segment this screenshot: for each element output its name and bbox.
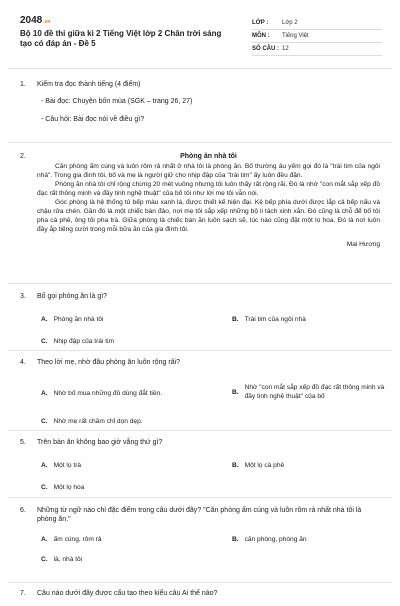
answer-option-a[interactable] <box>41 536 102 545</box>
answer-option-b[interactable] <box>232 384 394 402</box>
divider <box>8 430 392 431</box>
question-number: 7. <box>20 590 26 597</box>
option-letter: B. <box>232 389 239 397</box>
passage-paragraph: Phòng ăn nhà tôi chỉ rộng chừng 20 mét vuông nhưng tôi luôn thấy rất rộng rãi. Đó là nhờ "con mắt sắp xếp đồ đạc rất thông minh và đầy tinh nghệ thuật" của bố tôi như lời mẹ tôi vẫn nói. <box>37 181 380 198</box>
question-6 <box>20 506 380 578</box>
question-number: 3. <box>20 293 26 300</box>
option-text: Nhờ mẹ rất chăm chỉ dọn dẹp. <box>53 418 143 426</box>
site-logo[interactable] <box>20 14 50 28</box>
option-letter: A. <box>41 535 48 543</box>
question-text: Những từ ngữ nào chỉ đặc điểm trong câu dưới đây? "Căn phòng ấm cúng và luôn rôm rả nhất nhà tôi là phòng ăn." <box>37 507 362 524</box>
meta-row-class <box>252 17 382 30</box>
option-letter: B. <box>232 462 239 470</box>
option-letter: A. <box>41 462 48 470</box>
answer-option-a[interactable] <box>41 316 103 325</box>
question-number: 4. <box>20 359 26 366</box>
question-4 <box>20 358 385 428</box>
passage-author: Mai Hương <box>346 240 380 248</box>
question-7 <box>20 589 380 598</box>
answer-option-a[interactable] <box>41 390 162 399</box>
option-text: Nhịp đập của trái tim <box>53 338 115 346</box>
option-text: Trái tim của ngôi nhà <box>244 316 306 324</box>
meta-row-count <box>252 43 382 56</box>
passage-paragraph: Góc phòng là hệ thống tủ bếp màu xanh lá, được thiết kế hiện đại. Kệ bếp phía dưới được lắp cả bếp nấu và chậu rửa chén. Gần đó là một chiếc bàn đảo, nơi mẹ tôi sắp xếp những bộ li tách xinh xắn. Đó cũng là chỗ để bố tôi pha cà phê, ông tôi pha trà. Giữa phòng là chiếc bàn ăn luôn sạch sẽ, lúc nào cũng đặt một lọ hoa. Đó là nơi luôn đầy ắp tiếng cười trong mỗi bữa ăn của gia đình tôi. <box>37 199 380 233</box>
answer-option-c[interactable] <box>41 418 143 427</box>
option-letter: A. <box>41 316 48 324</box>
divider <box>8 142 392 143</box>
meta-key: LỚP : <box>252 19 269 26</box>
divider <box>8 350 392 351</box>
answer-option-c[interactable] <box>41 338 114 347</box>
meta-value: 12 <box>282 45 289 52</box>
option-letter: A. <box>41 390 48 398</box>
passage-paragraph: Căn phòng ấm cúng và luôn rôm rả nhất ở nhà tôi là phòng ăn. Bố thường âu yếm gọi đó là "trái tim của ngôi nhà". Trong gia đình tôi, bố và mẹ là người giữ cho nhịp đập của "trái tim" ấy luôn đều đặn. <box>37 163 380 180</box>
answer-option-a[interactable] <box>41 462 81 471</box>
meta-key: MÔN : <box>252 32 270 39</box>
divider <box>8 497 392 498</box>
divider <box>8 283 392 284</box>
question-number: 5. <box>20 439 26 446</box>
option-letter: C. <box>41 338 48 346</box>
option-letter: B. <box>232 535 239 543</box>
question-2 <box>20 152 380 249</box>
answer-option-c[interactable] <box>41 484 84 493</box>
answer-option-b[interactable] <box>232 462 284 471</box>
meta-value: Lớp 2 <box>282 19 298 26</box>
question-text: Trên bàn ăn không bao giờ vắng thứ gì? <box>37 439 163 446</box>
option-text: căn phòng, phòng ăn <box>244 535 307 543</box>
option-text: Một lọ hoa <box>53 484 85 492</box>
option-text: là, nhà tôi <box>53 555 83 563</box>
answer-option-b[interactable] <box>232 316 306 325</box>
question-1 <box>20 80 380 124</box>
option-letter: C. <box>41 418 48 426</box>
option-text: ấm cúng, rôm rả <box>53 535 102 543</box>
option-letter: C. <box>41 484 48 492</box>
meta-value: Tiếng Việt <box>282 32 309 39</box>
option-text: Phòng ăn nhà tôi <box>53 316 104 324</box>
meta-table <box>252 17 382 56</box>
logo-tld: .vn <box>43 19 51 25</box>
document-title: Bộ 10 đề thi giữa kì 2 Tiếng Việt lớp 2 Chân trời sáng tạo có đáp án - Đề 5 <box>20 29 222 49</box>
answer-option-c[interactable] <box>41 556 82 565</box>
option-text: Nhờ "con mắt sắp xếp đồ đạc rất thông minh và đầy tinh nghệ thuật" của bố <box>244 384 385 401</box>
answer-option-b[interactable] <box>232 536 307 545</box>
option-text: Một lọ cà phê <box>244 462 285 470</box>
question-subline: - Bài đọc: Chuyện bốn mùa (SGK – trang 26, 27) <box>41 98 193 106</box>
option-letter: C. <box>41 555 48 563</box>
logo-main: 2048 <box>20 15 43 26</box>
reading-passage <box>37 152 380 249</box>
option-text: Một lọ trà <box>53 462 82 470</box>
passage-title: Phòng ăn nhà tôi <box>180 153 237 160</box>
divider <box>8 582 392 583</box>
question-5 <box>20 438 380 494</box>
question-text: Kiểm tra đọc thành tiếng (4 điểm) <box>37 81 141 88</box>
document-header <box>20 14 382 60</box>
question-text: Bố gọi phòng ăn là gì? <box>37 293 108 300</box>
option-text: Nhờ bố mua những đồ dùng đắt tiền. <box>53 390 163 398</box>
option-letter: B. <box>232 316 239 324</box>
question-subline: - Câu hỏi: Bài đọc nói về điều gì? <box>41 115 145 123</box>
question-number: 1. <box>20 81 26 88</box>
meta-key: SỐ CÂU : <box>252 45 279 52</box>
question-number: 6. <box>20 507 26 514</box>
question-text: Theo lời mẹ, nhờ đâu phòng ăn luôn rộng rãi? <box>37 359 181 366</box>
meta-row-subject <box>252 30 382 43</box>
question-text: Câu nào dưới đây được cấu tạo theo kiểu câu Ai thế nào? <box>37 590 218 597</box>
question-number: 2. <box>20 153 26 160</box>
question-3 <box>20 292 380 348</box>
divider <box>8 68 392 69</box>
